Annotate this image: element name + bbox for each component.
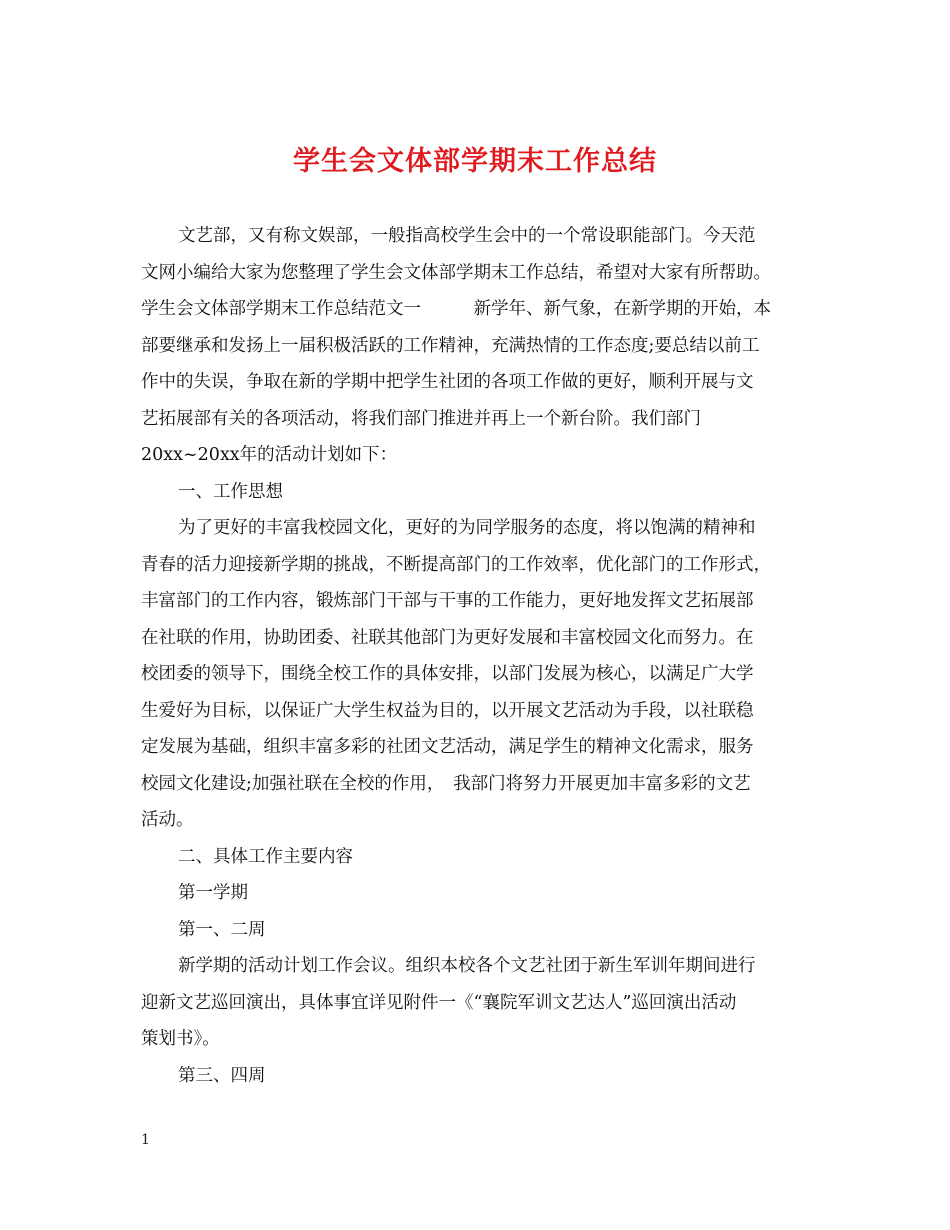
text-line: 在社联的作用，协助团委、社联其他部门为更好发展和丰富校园文化而努力。在	[141, 627, 754, 648]
subheading: 第一学期	[178, 883, 248, 903]
section-heading: 一、工作思想	[178, 481, 283, 502]
text-line: 活动。	[141, 810, 194, 830]
text-line: 校团委的领导下，围绕全校工作的具体安排，以部门发展为核心，以满足广大学	[141, 664, 754, 684]
document-title: 学生会文体部学期末工作总结	[293, 146, 657, 177]
subheading: 第三、四周	[178, 1065, 266, 1086]
text-line: 策划书》。	[141, 1029, 220, 1049]
text-line: 生爱好为目标，以保证广大学生权益为目的，以开展文艺活动为手段，以社联稳	[141, 700, 754, 721]
text-line: 新学期的活动计划工作会议。组织本校各个文艺社团于新生军训年期间进行	[178, 956, 756, 976]
text-line: 文艺部，又有称文娱部，一般指高校学生会中的一个常设职能部门。今天范	[178, 226, 756, 246]
section-heading: 二、具体工作主要内容	[178, 846, 353, 867]
text-line: 作中的失误，争取在新的学期中把学生社团的各项工作做的更好，顺利开展与文	[141, 372, 754, 392]
text-line: 迎新文艺巡回演出，具体事宜详见附件一《“襄院军训文艺达人”巡回演出活动	[141, 992, 737, 1013]
text-line: 青春的活力迎接新学期的挑战，不断提高部门的工作效率，优化部门的工作形式，	[141, 554, 771, 575]
text-line: 20xx~20xx年的活动计划如下：	[141, 445, 398, 465]
document-body	[141, 218, 811, 1094]
text-line: 学生会文体部学期末工作总结范文一 新学年、新气象，在新学期的开始，本	[141, 299, 771, 319]
text-line: 丰富部门的工作内容，锻炼部门干部与干事的工作能力，更好地发挥文艺拓展部	[141, 591, 754, 611]
text-line: 为了更好的丰富我校园文化，更好的为同学服务的态度，将以饱满的精神和	[178, 518, 756, 538]
text-line: 定发展为基础，组织丰富多彩的社团文艺活动，满足学生的精神文化需求，服务	[141, 737, 754, 757]
text-line: 文网小编给大家为您整理了学生会文体部学期末工作总结，希望对大家有所帮助。	[141, 262, 771, 283]
text-line: 部要继承和发扬上一届积极活跃的工作精神，充满热情的工作态度;要总结以前工	[141, 335, 760, 356]
page-number: 1	[141, 1132, 150, 1148]
text-line: 校园文化建设;加强社联在全校的作用， 我部门将努力开展更加丰富多彩的文艺	[141, 773, 751, 794]
text-line: 艺拓展部有关的各项活动，将我们部门推进并再上一个新台阶。我们部门	[141, 408, 701, 429]
subheading: 第一、二周	[178, 919, 266, 940]
